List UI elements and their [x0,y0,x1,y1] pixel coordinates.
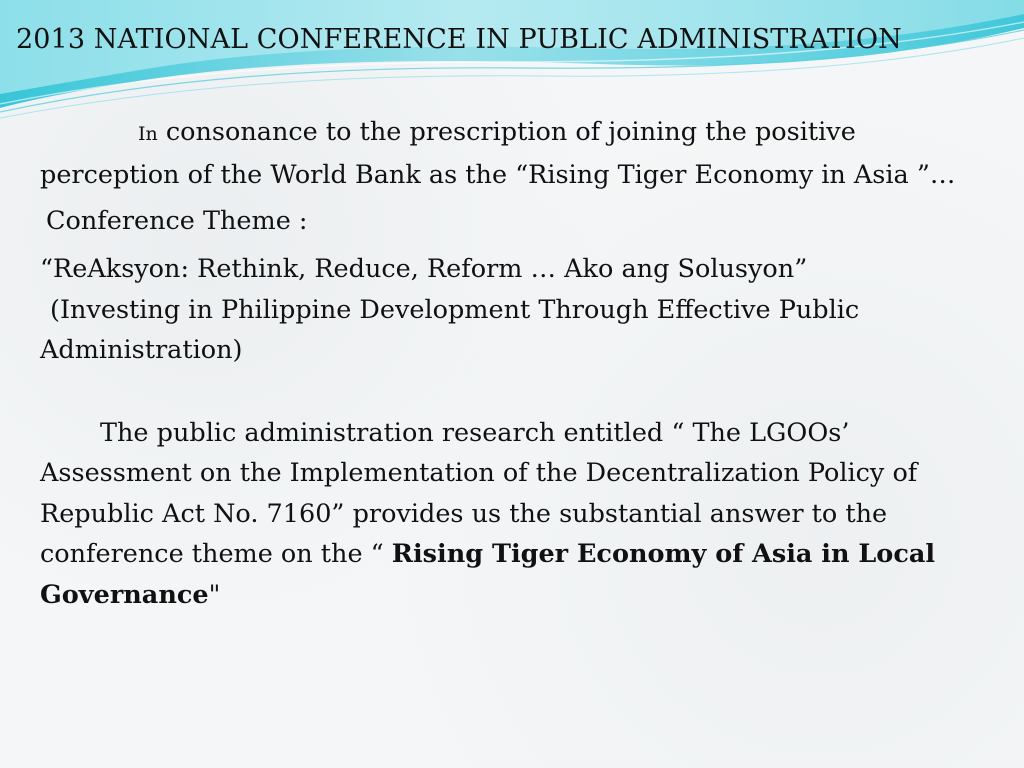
intro-lead-word: In [138,123,158,145]
slide-body [40,112,990,615]
research-text: The public administration research entitled “ The LGOOs’ Assessment on the Implementation of the Decentralization Policy of Republic Act No. 7160” provides us the substantial answer to the conference theme on the “ [40,417,918,569]
conference-theme-quote [40,249,990,290]
intro-text: consonance to the prescription of joining the positive perception of the World Bank as the “Rising Tiger Economy in Asia ”… [40,117,956,190]
theme-subtitle-text: (Investing in Philippine Development Through Effective Public Administration) [40,294,860,365]
conference-theme-subtitle [40,290,990,371]
conference-theme-label: Conference Theme : [46,206,308,236]
intro-paragraph [40,112,990,195]
research-closing: " [208,579,221,610]
research-emphasis: Rising Tiger Economy of Asia in Local Governance [40,539,936,610]
theme-quote-text: “ReAksyon: Rethink, Reduce, Reform … Ako ang Solusyon” [40,254,808,284]
slide-title: 2013 NATIONAL CONFERENCE IN PUBLIC ADMINISTRATION [16,24,902,55]
research-paragraph [40,413,990,616]
header-wave-decoration [0,0,1024,130]
